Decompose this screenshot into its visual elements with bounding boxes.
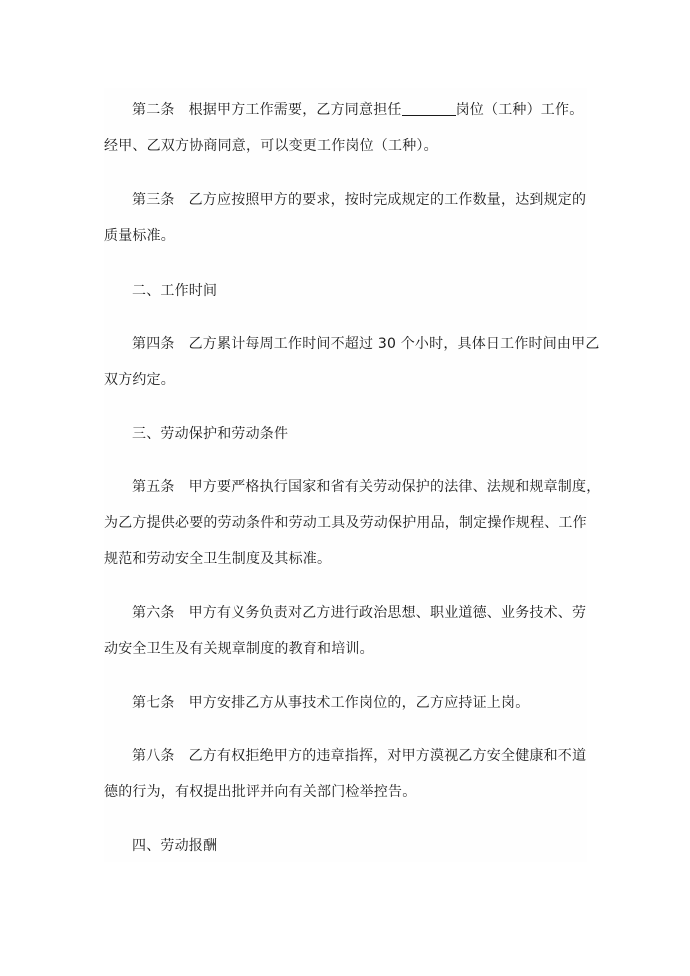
article-7-label: 第七条 [132,695,175,711]
article-8-line-1 [104,738,587,774]
article-6 [104,595,587,667]
article-8-line-2: 德的行为，有权提出批评并向有关部门检举控告。 [104,784,417,800]
section-3-title: 三、劳动保护和劳动条件 [132,426,289,442]
position-blank [402,97,456,116]
article-5-line-3: 规范和劳动安全卫生制度及其标准。 [104,551,332,567]
section-2 [104,273,587,309]
article-6-label: 第六条 [132,605,175,621]
article-8-text: 乙方有权拒绝甲方的违章指挥，对甲方漠视乙方安全健康和不道 [188,748,587,764]
article-2 [104,92,587,164]
article-5-text: 甲方要严格执行国家和省有关劳动保护的法律、法规和规章制度， [188,479,601,495]
article-7 [104,685,587,721]
article-7-text: 甲方安排乙方从事技术工作岗位的，乙方应持证上岗。 [188,695,530,711]
article-4-line-2: 双方约定。 [104,372,175,388]
section-4-title: 四、劳动报酬 [132,838,218,854]
article-2-text-b: 岗位（工种）工作。 [455,102,584,118]
section-4 [104,828,587,864]
article-7-line-1 [104,685,587,721]
article-5-label: 第五条 [132,479,175,495]
article-3-line-2: 质量标准。 [104,228,175,244]
article-2-line-2: 经甲、乙双方协商同意，可以变更工作岗位（工种）。 [104,138,438,154]
section-2-title: 二、工作时间 [132,283,218,299]
article-2-text-a: 根据甲方工作需要，乙方同意担任 [188,102,402,118]
article-5 [104,469,601,577]
article-3-label: 第三条 [132,192,175,208]
article-8 [104,738,587,810]
article-4-text: 乙方累计每周工作时间不超过 30 个小时，具体日工作时间由甲乙 [188,336,600,352]
article-4 [104,326,600,398]
article-8-label: 第八条 [132,748,175,764]
article-4-label: 第四条 [132,336,175,352]
article-4-line-1 [104,326,600,362]
article-6-line-1 [104,595,587,631]
article-3 [104,182,587,254]
article-3-line-1 [104,182,587,218]
article-3-text: 乙方应按照甲方的要求，按时完成规定的工作数量，达到规定的 [188,192,587,208]
article-2-line-1 [104,92,587,128]
article-5-line-2: 为乙方提供必要的劳动条件和劳动工具及劳动保护用品，制定操作规程、工作 [104,515,587,531]
article-2-label: 第二条 [132,102,175,118]
article-6-text: 甲方有义务负责对乙方进行政治思想、职业道德、业务技术、劳 [188,605,587,621]
section-3 [104,416,587,452]
article-5-line-1 [104,469,601,505]
article-6-line-2: 动安全卫生及有关规章制度的教育和培训。 [104,641,374,657]
